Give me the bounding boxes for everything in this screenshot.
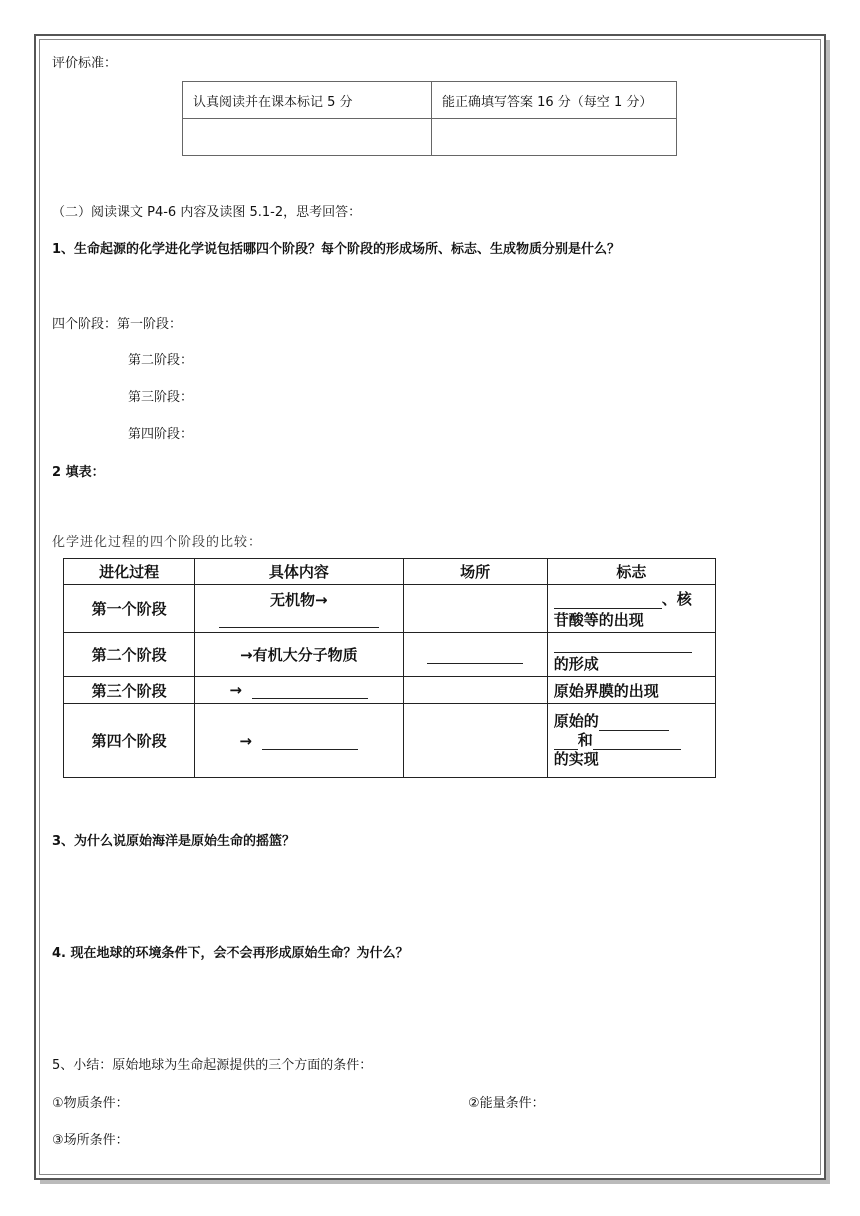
row4-content-arrow: → (239, 731, 252, 750)
row2-sign-blank[interactable] (554, 638, 692, 653)
table-row (64, 585, 716, 633)
row2-sign (547, 633, 715, 677)
condition-energy: ②能量条件： (468, 1096, 545, 1111)
row2-stage: 第二个阶段 (64, 633, 195, 677)
row1-stage: 第一个阶段 (64, 585, 195, 633)
stage-1-label: 四个阶段：第一阶段： (52, 317, 183, 332)
table-row (64, 633, 716, 677)
header-content: 具体内容 (195, 559, 403, 585)
row2-content: →有机大分子物质 (195, 633, 403, 677)
question-5: 5、小结：原始地球为生命起源提供的三个方面的条件： (52, 1058, 373, 1073)
row3-stage: 第三个阶段 (64, 677, 195, 704)
question-2: 2 填表： (52, 465, 105, 480)
row1-content-blank[interactable] (219, 613, 379, 628)
table-header-row (64, 559, 716, 585)
header-stage: 进化过程 (64, 559, 195, 585)
row4-sign-blank-1[interactable] (599, 716, 669, 731)
row4-sign (547, 704, 715, 778)
eval-criterion-1: 认真阅读并在课本标记 5 分 (183, 82, 432, 119)
table-row (64, 704, 716, 778)
row2-place-blank[interactable] (427, 649, 523, 664)
row3-content-blank[interactable] (252, 684, 368, 699)
row4-content-blank[interactable] (262, 735, 358, 750)
row4-place[interactable] (403, 704, 547, 778)
row2-place (403, 633, 547, 677)
row1-content (195, 585, 403, 633)
condition-material: ①物质条件： (52, 1096, 129, 1111)
stage-4-label: 第四阶段： (128, 427, 194, 442)
row4-sign-c: 的实现 (553, 750, 599, 768)
row1-sign-blank[interactable] (554, 594, 662, 609)
header-sign: 标志 (547, 559, 715, 585)
row1-sign (547, 585, 715, 633)
table-caption: 化学进化过程的四个阶段的比较： (52, 535, 263, 550)
evaluation-table (182, 81, 677, 156)
row3-content-arrow: → (229, 681, 242, 699)
question-4: 4. 现在地球的环境条件下，会不会再形成原始生命？为什么？ (52, 946, 409, 961)
row4-sign-a: 原始的 (553, 712, 599, 730)
frame-shadow-right (826, 40, 830, 1182)
row3-sign: 原始界膜的出现 (547, 677, 715, 704)
row4-content (195, 704, 403, 778)
eval-criterion-2: 能正确填写答案 16 分（每空 1 分） (432, 82, 677, 119)
row4-sign-b: 和 (577, 731, 593, 749)
row4-sign-blank-3[interactable] (593, 735, 681, 750)
row1-content-text: 无机物→ (270, 591, 328, 609)
section-heading: （二）阅读课文 P4-6 内容及读图 5.1-2，思考回答： (52, 205, 362, 220)
row3-content (195, 677, 403, 704)
eval-score-1[interactable] (183, 119, 432, 156)
question-3: 3、为什么说原始海洋是原始生命的摇篮？ (52, 834, 296, 849)
row1-sign-line2: 苷酸等的出现 (553, 610, 644, 629)
row2-sign-line2: 的形成 (553, 655, 599, 673)
eval-score-2[interactable] (432, 119, 677, 156)
table-row (64, 677, 716, 704)
stage-2-label: 第二阶段： (128, 353, 194, 368)
comparison-table (63, 558, 716, 778)
eval-label: 评价标准： (52, 56, 118, 71)
row4-stage: 第四个阶段 (64, 704, 195, 778)
stage-3-label: 第三阶段： (128, 390, 194, 405)
row4-sign-blank-2[interactable] (554, 735, 578, 750)
question-1: 1、生命起源的化学进化学说包括哪四个阶段？每个阶段的形成场所、标志、生成物质分别是什么？ (52, 242, 621, 257)
row3-place[interactable] (403, 677, 547, 704)
header-place: 场所 (403, 559, 547, 585)
row1-place[interactable] (403, 585, 547, 633)
frame-shadow-bottom (40, 1180, 830, 1184)
condition-place: ③场所条件： (52, 1133, 129, 1148)
row1-sign-end: 、核 (661, 589, 692, 608)
